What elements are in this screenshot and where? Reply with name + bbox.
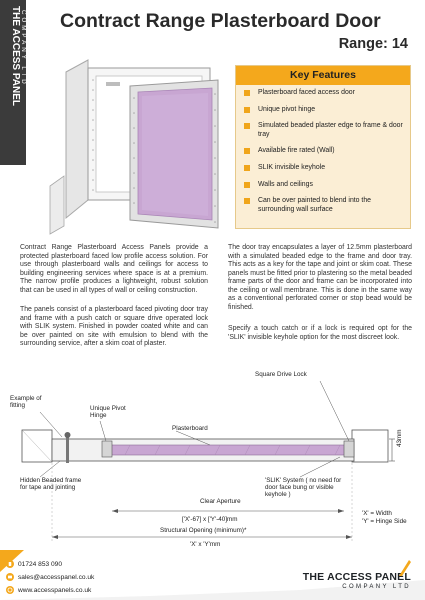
bullet-icon: [244, 148, 250, 154]
feature-item: Plasterboard faced access door: [244, 89, 404, 98]
label-example-fitting: Example of fitting: [10, 395, 42, 409]
key-features-heading: Key Features: [236, 66, 410, 85]
label-square-drive-lock: Square Drive Lock: [255, 371, 307, 378]
label-clear-aperture: Clear Aperture: [200, 498, 241, 505]
label-plasterboard: Plasterboard: [172, 425, 208, 432]
svg-text:COMPANY LTD: COMPANY LTD: [20, 10, 27, 87]
feature-item: Available fire rated (Wall): [244, 147, 404, 156]
contact-website[interactable]: www.accesspanels.co.uk: [6, 586, 91, 594]
description-right-1: The door tray encapsulates a layer of 12.5mm plasterboard with a simulated beaded edge to the frame and door tray. This acts as a key for the tape and joint or skim coat. These panels must be fitted prior to plastering so the metal beaded frame parts of the door and frame can be incorporated into the ceiling or wall membrane. This is done in the same way as a conventional perforated corner or stop bead would be finished.: [228, 244, 412, 311]
contact-phone[interactable]: 01724 853 090: [6, 560, 62, 568]
label-unique-pivot-hinge: Unique Pivot Hinge: [90, 405, 126, 419]
bullet-icon: [244, 107, 250, 113]
brand-subtitle: COMPANY LTD: [342, 584, 411, 590]
label-x-width: 'X' = Width: [362, 510, 392, 517]
bullet-icon: [244, 90, 250, 96]
brand-arrow-icon: [397, 560, 411, 576]
feature-item: Simulated beaded plaster edge to frame & door tray: [244, 122, 404, 139]
section-diagram: [0, 365, 425, 565]
range-label: Range: 14: [338, 36, 408, 52]
side-brand-text: [2, 2, 27, 162]
key-features-panel: [235, 65, 411, 229]
email-icon: [6, 573, 14, 581]
product-image: [46, 58, 226, 238]
description-left-1: Contract Range Plasterboard Access Panels provide a protected plasterboard faced low profile access solution. For use through plasterboard walls and ceilings for access to building engineering services where space is at a premium. The narrow profile produces a lightweight, robust solution that can be used in all types of wall or ceiling construction.: [20, 244, 208, 294]
description-right-2: Specify a touch catch or if a lock is required opt for the 'SLIK' invisible keyhole option for the most discreet look.: [228, 325, 412, 341]
feature-item: SLIK invisible keyhole: [244, 164, 404, 173]
page-title: Contract Range Plasterboard Door: [60, 10, 381, 32]
feature-item: Walls and ceilings: [244, 181, 404, 190]
label-y-hinge-side: 'Y' = Hinge Side: [362, 518, 407, 525]
brand-logo: [303, 571, 411, 590]
phone-icon: [6, 560, 14, 568]
svg-text:THE ACCESS PANEL: THE ACCESS PANEL: [10, 6, 21, 107]
brand-name: THE ACCESS PANEL: [302, 571, 411, 583]
label-clear-aperture-dims: ['X'-67] x ['Y'-40]mm: [182, 516, 238, 523]
label-slik-system: 'SLIK' System ( no need for door face bung or visible keyhole ): [265, 477, 342, 498]
label-43mm: 43mm: [396, 429, 403, 447]
bullet-icon: [244, 198, 250, 204]
feature-item: Can be over painted to blend into the surrounding wall surface: [244, 197, 404, 214]
contact-email[interactable]: sales@accesspanel.co.uk: [6, 573, 94, 581]
label-structural-opening: Structural Opening (minimum)*: [160, 527, 247, 534]
label-structural-opening-dims: 'X' x 'Y'mm: [190, 541, 221, 548]
bullet-icon: [244, 123, 250, 129]
label-hidden-beaded-frame: Hidden Beaded frame for tape and jointing: [20, 477, 82, 491]
bullet-icon: [244, 165, 250, 171]
feature-item: Unique pivot hinge: [244, 106, 404, 115]
globe-icon: [6, 586, 14, 594]
bullet-icon: [244, 182, 250, 188]
key-features-list: [236, 85, 410, 214]
description-left-2: The panels consist of a plasterboard faced pivoting door tray and frame with a push catch or square drive operated lock with SLIK system. Finished in powder coated white and can be over painted on site with emulsion to blend with the surrounding service, after a skim coat of plaster.: [20, 306, 208, 347]
